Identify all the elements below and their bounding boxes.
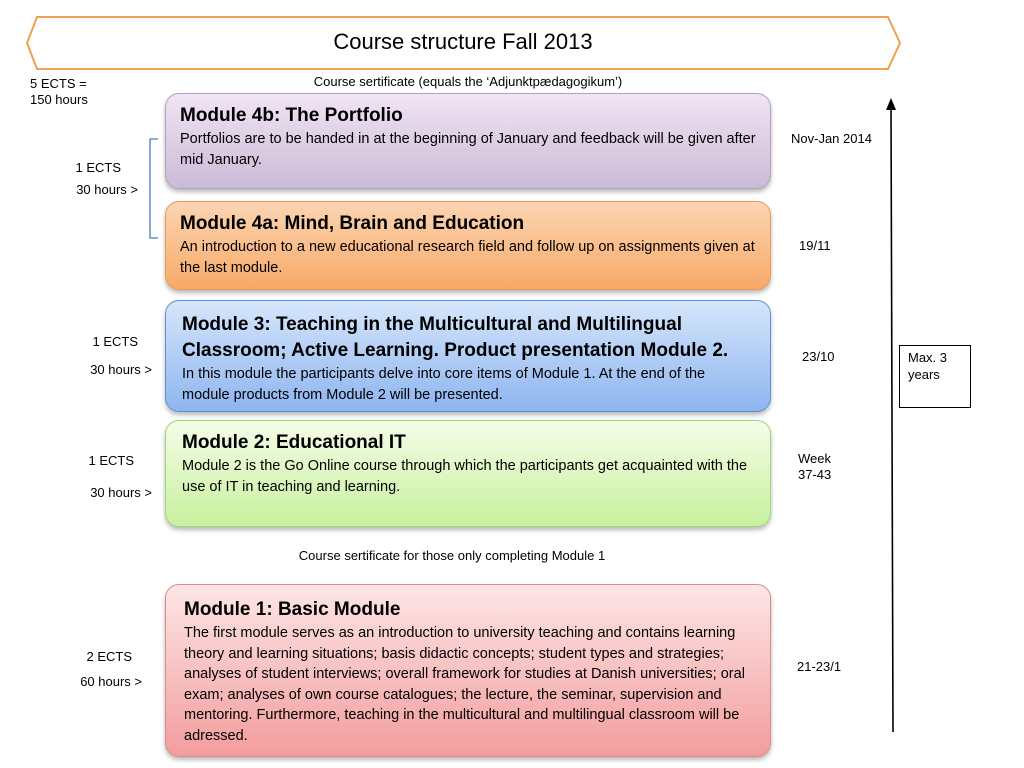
course-certificate-label: Course sertificate (equals the ‘Adjunktpædagogikum’) (313, 74, 623, 89)
module-3-title: Module 3: Teaching in the Multicultural and Multilingual Classroom; Active Learning. Product presentation Module 2. (182, 314, 729, 361)
module-4a-title: Module 4a: Mind, Brain and Education (180, 213, 525, 234)
module-4a-date: 19/11 (799, 238, 831, 253)
module-4-hours: 30 hours > (76, 182, 138, 197)
max-duration-box: Max. 3 years (899, 345, 971, 408)
module-2-ects: 1 ECTS (88, 453, 134, 468)
ects-conversion-note (30, 76, 88, 108)
module-1-ects: 2 ECTS (86, 649, 132, 664)
module-4b-description: Portfolios are to be handed in at the beginning of January and feedback will be given after mid January. (180, 131, 756, 168)
module-4b-title: Module 4b: The Portfolio (180, 105, 403, 126)
module-3-date: 23/10 (802, 349, 835, 364)
module-2-hours: 30 hours > (90, 485, 152, 500)
module-1-hours: 60 hours > (80, 674, 142, 689)
module-2-date-line2: 37-43 (798, 467, 832, 482)
ects-note-line2: 150 hours (30, 92, 88, 107)
module-3-hours: 30 hours > (90, 362, 152, 377)
module-2-title: Module 2: Educational IT (182, 432, 406, 453)
module-1-title: Module 1: Basic Module (184, 599, 401, 620)
module-4-bracket (140, 137, 164, 243)
module-1-box (165, 584, 771, 757)
module-3-description: In this module the participants delve into core items of Module 1. At the end of the module products from Module 2 will be presented. (182, 366, 706, 403)
module-3-box (165, 300, 771, 412)
module-4a-description: An introduction to a new educational research field and follow up on assignments given at the last module. (180, 239, 755, 276)
module-1-description: The first module serves as an introduction to university teaching and contains learning theory and learning situations; basis didactic concepts; student types and strategies; analyses of student interviews; overall framework for studies at Danish universities; oral exam; analyses of own course catalogues; the lecture, the seminar, supervision and mentoring. Furthermore, teaching in the multicultural and multilingual classroom will be adressed. (184, 625, 745, 744)
module-1-date: 21-23/1 (797, 659, 842, 674)
ects-note-line1: 5 ECTS = (30, 76, 87, 91)
module-4a-box (165, 201, 771, 290)
module-2-date-line1: Week (798, 451, 831, 466)
module-1-certificate-label: Course sertificate for those only completing Module 1 (298, 548, 606, 563)
page-title: Course structure Fall 2013 (333, 29, 593, 54)
module-4b-date: Nov-Jan 2014 (791, 131, 872, 146)
module-4b-box (165, 93, 771, 189)
module-3-ects: 1 ECTS (92, 334, 138, 349)
module-2-box (165, 420, 771, 527)
timeline-arrow (880, 96, 900, 736)
module-2-date (798, 451, 831, 483)
module-2-description: Module 2 is the Go Online course through which the participants get acquainted with the use of IT in teaching and learning. (182, 458, 748, 495)
module-4-ects: 1 ECTS (75, 160, 121, 175)
